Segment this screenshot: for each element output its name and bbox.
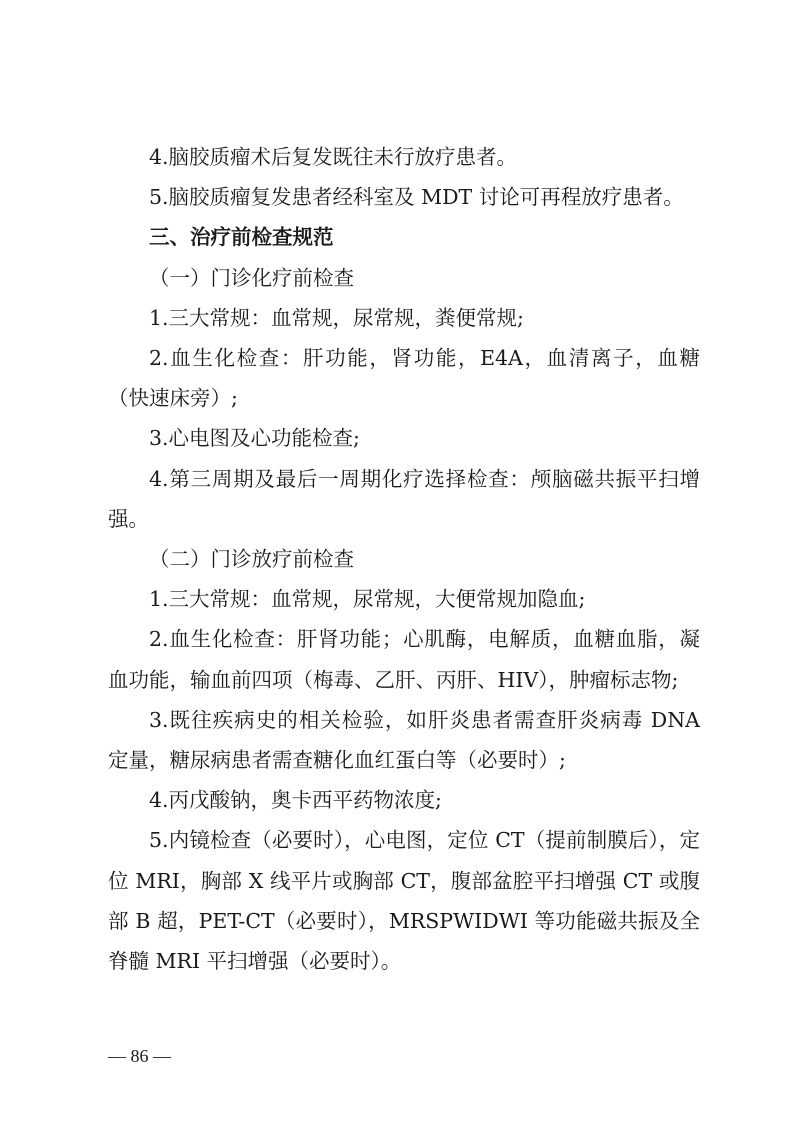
paragraph: 4.第三周期及最后一周期化疗选择检查：颅脑磁共振平扫增强。 [108, 466, 700, 531]
paragraph: 3.既往疾病史的相关检验，如肝炎患者需查肝炎病毒 DNA 定量，糖尿病患者需查糖化血红蛋白等（必要时）; [108, 707, 700, 773]
paragraph: 2.血生化检查：肝功能，肾功能，E4A，血清离子，血糖（快速床旁）; [108, 346, 700, 411]
paragraph: 4.丙戊酸钠，奥卡西平药物浓度; [149, 788, 442, 813]
paragraph: 5.脑胶质瘤复发患者经科室及 MDT 讨论可再程放疗患者。 [149, 185, 684, 210]
subsection-heading: （一）门诊化疗前检查 [149, 265, 354, 290]
paragraph: 1.三大常规：血常规，尿常规，大便常规加隐血; [149, 587, 586, 612]
subsection-heading: （二）门诊放疗前检查 [149, 547, 354, 572]
paragraph: 3.心电图及心功能检查; [149, 426, 360, 451]
paragraph: 4.脑胶质瘤术后复发既往未行放疗患者。 [149, 145, 518, 169]
page-number: — 86 — [108, 1046, 171, 1066]
document-body [108, 137, 700, 981]
paragraph: 5.内镜检查（必要时），心电图，定位 CT（提前制膜后），定位 MRI，胸部 X 线平片或胸部 CT，腹部盆腔平扫增强 CT 或腹部 B 超，PET-CT（必要时），MRSPWIDWI 等功能磁共振及全脊髓 MRI 平扫增强（必要时）。 [108, 828, 700, 974]
paragraph: 1.三大常规：血常规，尿常规，粪便常规; [149, 305, 524, 330]
section-heading: 三、治疗前检查规范 [149, 225, 334, 250]
paragraph: 2.血生化检查：肝肾功能；心肌酶，电解质，血糖血脂，凝血功能，输血前四项（梅毒、乙肝、丙肝、HIV），肿瘤标志物; [108, 627, 700, 692]
